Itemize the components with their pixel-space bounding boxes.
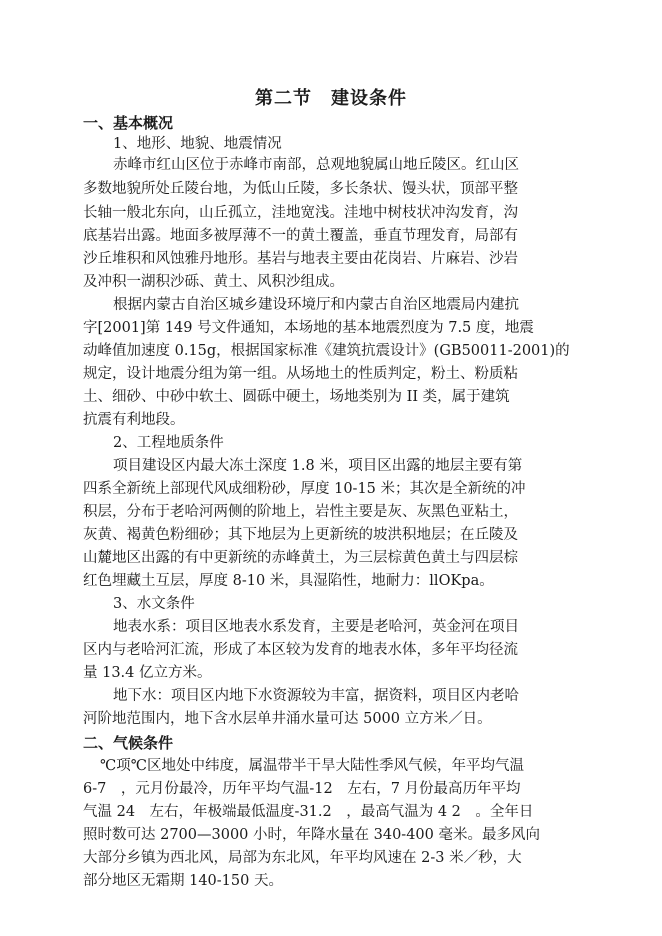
paragraph-line: 长轴一般北东向，山丘孤立，洼地宽浅。洼地中树枝状冲沟发育，沟	[83, 205, 518, 221]
paragraph-line: 土、细砂、中砂中软土、圆砾中硬土，场地类别为 II 类，属于建筑	[83, 389, 510, 405]
paragraph-line: 量 13.4 亿立方米。	[83, 665, 212, 681]
paragraph-line: 区内与老哈河汇流，形成了本区较为发育的地表水体，多年平均径流	[83, 642, 518, 658]
paragraph-line: 6-7 ，元月份最冷，历年平均气温-12 左右，7 月份最高历年平均	[83, 781, 521, 797]
paragraph-line: 照时数可达 2700—3000 小时，年降水量在 340-400 毫米。最多风向	[83, 827, 540, 843]
section-title: 第二节 建设条件	[255, 88, 407, 109]
paragraph-line: 项目建设区内最大冻土深度 1.8 米，项目区出露的地层主要有第	[113, 458, 523, 474]
paragraph-line: 积层，分布于老哈河两侧的阶地上，岩性主要是灰、灰黑色亚粘土，	[83, 504, 518, 520]
paragraph-line: 字[2001]第 149 号文件通知，本场地的基本地震烈度为 7.5 度，地震	[83, 320, 534, 336]
paragraph-line: 河阶地范围内，地下含水层单井涌水量可达 5000 立方米／日。	[83, 711, 492, 727]
subheading-geology: 2、工程地质条件	[113, 435, 224, 451]
paragraph-line: 抗震有利地段。	[83, 412, 185, 428]
paragraph-line: 及冲积一湖积沙砾、黄土、风积沙组成。	[83, 274, 344, 290]
heading-climate: 二、气候条件	[83, 734, 174, 752]
paragraph-line: 部分地区无霜期 140-150 天。	[83, 873, 283, 889]
paragraph-line: ℃项℃区地处中纬度，属温带半干旱大陆性季风气候，年平均气温	[100, 758, 524, 774]
paragraph-line: 底基岩出露。地面多被厚薄不一的黄土覆盖，垂直节理发育，局部有	[83, 228, 518, 244]
paragraph-line: 动峰值加速度 0.15g，根据国家标准《建筑抗震设计》(GB50011-2001)的	[83, 343, 570, 359]
paragraph-line: 根据内蒙古自治区城乡建设环境厅和内蒙古自治区地震局内建抗	[113, 297, 519, 313]
paragraph-line: 多数地貌所处丘陵台地，为低山丘陵，多长条状、馒头状，顶部平整	[83, 181, 518, 197]
paragraph-line: 规定，设计地震分组为第一组。从场地土的性质判定，粉土、粉质粘	[83, 366, 518, 382]
paragraph-line: 红色埋藏土互层，厚度 8-10 米，具湿陷性，地耐力：llOKpa。	[83, 573, 494, 589]
subheading-hydrology: 3、水文条件	[113, 596, 195, 612]
paragraph-line: 地表水系：项目区地表水系发育，主要是老哈河，英金河在项目	[113, 619, 519, 635]
heading-basic-overview: 一、基本概况	[83, 114, 174, 132]
subheading-terrain: 1、地形、地貌、地震情况	[113, 136, 282, 152]
paragraph-line: 四系全新统上部现代风成细粉砂，厚度 10-15 米；其次是全新统的冲	[83, 481, 526, 497]
paragraph-line: 气温 24 左右，年极端最低温度-31.2 ，最高气温为 4 2 。全年日	[83, 804, 534, 820]
paragraph-line: 山麓地区出露的有中更新统的赤峰黄土，为三层棕黄色黄土与四层棕	[83, 550, 518, 566]
paragraph-line: 赤峰市红山区位于赤峰市南部，总观地貌属山地丘陵区。红山区	[113, 157, 519, 173]
paragraph-line: 地下水：项目区内地下水资源较为丰富，据资料，项目区内老哈	[113, 688, 519, 704]
paragraph-line: 灰黄、褐黄色粉细砂；其下地层为上更新统的坡洪积地层；在丘陵及	[83, 527, 518, 543]
paragraph-line: 沙丘堆积和风蚀雅丹地形。基岩与地表主要由花岗岩、片麻岩、沙岩	[83, 251, 518, 267]
paragraph-line: 大部分乡镇为西北风，局部为东北风，年平均风速在 2-3 米／秒，大	[83, 850, 522, 866]
